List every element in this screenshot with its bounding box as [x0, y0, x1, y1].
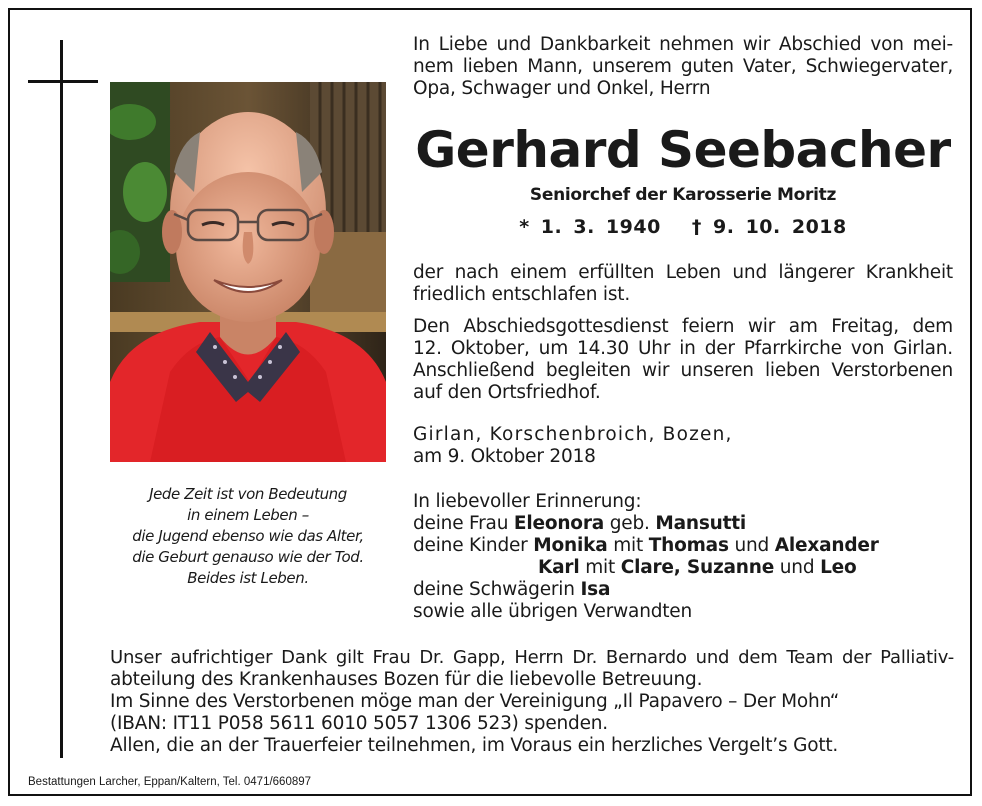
- poem-line: die Geburt genauso wie der Tod.: [132, 548, 364, 566]
- place-towns: Girlan, Korschenbroich, Bozen,: [413, 424, 733, 445]
- grandchild-name: Leo: [820, 557, 857, 578]
- label: und: [734, 535, 770, 556]
- intro-text: [413, 34, 953, 100]
- notice-date: am 9. Oktober 2018: [413, 446, 596, 467]
- closing-line: Allen, die an der Trauerfeier teilnehmen, im Voraus ein herzliches Vergelt’s Gott.: [110, 735, 839, 756]
- service-text: [413, 316, 953, 404]
- family-heading: In liebevoller Erinnerung:: [413, 491, 642, 512]
- label: mit: [585, 557, 616, 578]
- deceased-role: Seniorchef der Karosserie Moritz: [529, 185, 837, 205]
- poem: [110, 484, 386, 589]
- deceased-name: Gerhard Seebacher: [415, 121, 951, 179]
- thanks-text: [110, 647, 954, 757]
- label: und: [779, 557, 815, 578]
- family-list: [413, 491, 953, 623]
- thanks-line: abteilung des Krankenhauses Bozen für die liebevolle Betreuung.: [110, 669, 703, 690]
- family-others: sowie alle übrigen Verwandten: [413, 601, 693, 622]
- poem-line: die Jugend ebenso wie das Alter,: [132, 527, 364, 545]
- label: mit: [613, 535, 644, 556]
- family-wife: [413, 513, 953, 535]
- place-date: [413, 424, 953, 468]
- partner-names: Clare, Suzanne: [620, 557, 775, 578]
- label: deine Frau: [413, 513, 509, 534]
- life-dates: [413, 216, 953, 238]
- passing-text: [413, 262, 953, 306]
- passing-line: der nach einem erfüllten Leben und längerer Krankheit: [413, 262, 953, 283]
- cross-icon-vertical: [60, 40, 63, 758]
- portrait-photo: [110, 82, 386, 462]
- service-line: Den Abschiedsgottesdienst feiern wir am Freitag, dem: [413, 316, 953, 337]
- wife-maiden-name: Mansutti: [655, 513, 747, 534]
- family-sister-in-law: [413, 579, 953, 601]
- child-name: Alexander: [774, 535, 879, 556]
- death-date: † 9. 10. 2018: [691, 216, 847, 238]
- poem-line: in einem Leben –: [187, 506, 309, 524]
- passing-line: friedlich entschlafen ist.: [413, 284, 631, 305]
- label: deine Kinder: [413, 535, 528, 556]
- service-line: Anschließend begleiten wir unseren lieben Verstorbenen: [413, 360, 953, 381]
- intro-line: nem lieben Mann, unserem guten Vater, Schwiegervater,: [413, 56, 953, 77]
- child-name: Monika: [533, 535, 608, 556]
- partner-name: Thomas: [648, 535, 729, 556]
- funeral-home-footer: Bestattungen Larcher, Eppan/Kaltern, Tel. 0471/660897: [28, 776, 312, 788]
- service-line: 12. Oktober, um 14.30 Uhr in der Pfarrkirche von Girlan.: [413, 338, 953, 359]
- service-line: auf den Ortsfriedhof.: [413, 382, 601, 403]
- family-children: [413, 535, 953, 557]
- family-children-2: [413, 557, 953, 579]
- poem-line: Jede Zeit ist von Bedeutung: [149, 485, 347, 503]
- sister-in-law-name: Isa: [580, 579, 611, 600]
- label: geb.: [609, 513, 650, 534]
- poem-line: Beides ist Leben.: [187, 569, 309, 587]
- label: deine Schwägerin: [413, 579, 575, 600]
- intro-line: Opa, Schwager und Onkel, Herrn: [413, 78, 711, 99]
- thanks-line: Unser aufrichtiger Dank gilt Frau Dr. Gapp, Herrn Dr. Bernardo und dem Team der Palliativ-: [110, 647, 954, 668]
- birth-date: * 1. 3. 1940: [519, 216, 661, 238]
- intro-line: In Liebe und Dankbarkeit nehmen wir Abschied von mei-: [413, 34, 953, 55]
- donation-line: Im Sinne des Verstorbenen möge man der Vereinigung „Il Papavero – Der Mohn“: [110, 691, 840, 712]
- iban-line: (IBAN: IT11 P058 5611 6010 5057 1306 523) spenden.: [110, 713, 608, 734]
- wife-name: Eleonora: [513, 513, 605, 534]
- child-name: Karl: [538, 557, 580, 578]
- cross-icon-horizontal: [28, 80, 98, 83]
